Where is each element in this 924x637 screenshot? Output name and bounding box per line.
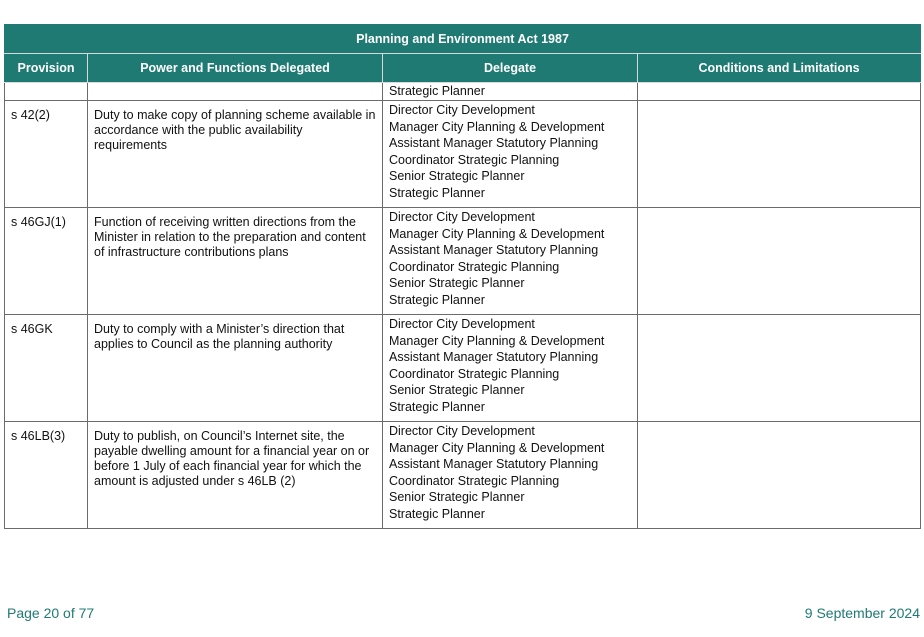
delegate-item: Coordinator Strategic Planning bbox=[389, 152, 560, 167]
delegate-cell bbox=[383, 422, 638, 529]
conditions-cell bbox=[638, 422, 921, 529]
page-number: Page 20 of 77 bbox=[7, 605, 95, 621]
table-title: Planning and Environment Act 1987 bbox=[5, 25, 921, 54]
delegate-item: Director City Development bbox=[389, 424, 535, 438]
delegate-item: Strategic Planner bbox=[389, 292, 485, 307]
conditions-cell bbox=[638, 315, 921, 422]
delegate-item: Strategic Planner bbox=[389, 399, 485, 414]
table-row bbox=[5, 208, 921, 315]
delegate-item: Manager City Planning & Development bbox=[389, 440, 605, 455]
delegate-item: Senior Strategic Planner bbox=[389, 383, 525, 398]
delegation-table bbox=[4, 24, 921, 529]
power-cell bbox=[88, 83, 383, 101]
provision-cell: s 46LB(3) bbox=[5, 422, 88, 529]
power-cell: Function of receiving written directions from the Minister in relation to the preparation and content of infrastructure contributions plans bbox=[88, 208, 383, 315]
delegate-cell bbox=[383, 208, 638, 315]
header-provision: Provision bbox=[5, 54, 88, 83]
delegate-item: Senior Strategic Planner bbox=[389, 169, 525, 184]
delegate-item: Director City Development bbox=[389, 317, 535, 331]
provision-cell: s 42(2) bbox=[5, 101, 88, 208]
delegate-item: Coordinator Strategic Planning bbox=[389, 366, 560, 381]
provision-cell bbox=[5, 83, 88, 101]
header-delegate: Delegate bbox=[383, 54, 638, 83]
power-cell: Duty to comply with a Minister’s direction that applies to Council as the planning authority bbox=[88, 315, 383, 422]
delegate-cell: Strategic Planner bbox=[383, 83, 638, 101]
table-row bbox=[5, 101, 921, 208]
delegate-item: Director City Development bbox=[389, 210, 535, 224]
conditions-cell bbox=[638, 83, 921, 101]
continuation-row bbox=[5, 83, 921, 101]
delegate-item: Coordinator Strategic Planning bbox=[389, 259, 560, 274]
delegate-item: Manager City Planning & Development bbox=[389, 333, 605, 348]
delegate-item: Coordinator Strategic Planning bbox=[389, 473, 560, 488]
delegate-item: Senior Strategic Planner bbox=[389, 276, 525, 291]
provision-cell: s 46GK bbox=[5, 315, 88, 422]
delegate-item: Manager City Planning & Development bbox=[389, 119, 605, 134]
delegate-item: Assistant Manager Statutory Planning bbox=[389, 457, 599, 472]
header-conditions: Conditions and Limitations bbox=[638, 54, 921, 83]
delegate-cell bbox=[383, 101, 638, 208]
delegate-item: Assistant Manager Statutory Planning bbox=[389, 136, 599, 151]
header-power: Power and Functions Delegated bbox=[88, 54, 383, 83]
delegate-item: Director City Development bbox=[389, 103, 535, 117]
delegate-cell bbox=[383, 315, 638, 422]
document-date: 9 September 2024 bbox=[804, 605, 920, 621]
provision-cell: s 46GJ(1) bbox=[5, 208, 88, 315]
delegate-item: Senior Strategic Planner bbox=[389, 490, 525, 505]
power-cell: Duty to make copy of planning scheme available in accordance with the public availability requirements bbox=[88, 101, 383, 208]
power-cell: Duty to publish, on Council’s Internet site, the payable dwelling amount for a financial year on or before 1 July of each financial year for which the amount is adjusted under s 46LB (2) bbox=[88, 422, 383, 529]
delegate-item: Strategic Planner bbox=[389, 506, 485, 521]
conditions-cell bbox=[638, 101, 921, 208]
delegate-item: Assistant Manager Statutory Planning bbox=[389, 350, 599, 365]
delegate-item: Manager City Planning & Development bbox=[389, 226, 605, 241]
delegate-item: Strategic Planner bbox=[389, 185, 485, 200]
conditions-cell bbox=[638, 208, 921, 315]
table-row bbox=[5, 422, 921, 529]
delegate-item: Assistant Manager Statutory Planning bbox=[389, 243, 599, 258]
table-row bbox=[5, 315, 921, 422]
